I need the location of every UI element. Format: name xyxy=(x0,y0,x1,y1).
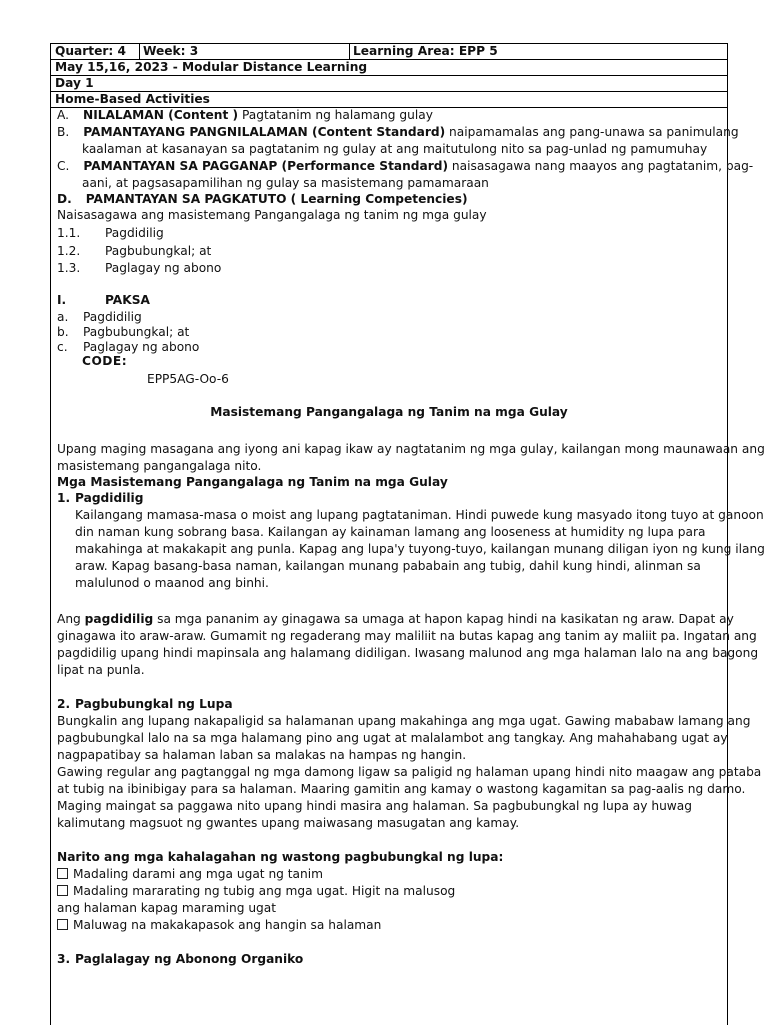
competency-item: 1.2. Pagbubungkal; at xyxy=(57,244,212,258)
date-cell: May 15,16, 2023 - Modular Distance Learning xyxy=(55,60,368,74)
paragraph-line: Maging maingat sa paggawa nito upang hindi masira ang halaman. Sa pagbubungkal ng lupa ay huwag xyxy=(57,799,692,813)
paragraph-line: lipat na punla. xyxy=(57,663,145,677)
intro-line: masistemang pangangalaga nito. xyxy=(57,459,262,473)
paragraph-line: nagpapatibay sa halaman laban sa malakas na hampas ng hangin. xyxy=(57,748,467,762)
lesson-title: Masistemang Pangangalaga ng Tanim na mga Gulay xyxy=(210,405,568,419)
objective-c: C. PAMANTAYAN SA PAGGANAP (Performance Standard) naisasagawa nang maayos ang pagtatanim, pag- xyxy=(57,159,754,173)
quarter-cell: Quarter: 4 xyxy=(55,44,126,58)
paragraph-line: kalimutang magsuot ng gwantes upang maiwasang masugatan ang kamay. xyxy=(57,816,520,830)
learning-area-cell: Learning Area: EPP 5 xyxy=(353,44,498,58)
checkbox-icon xyxy=(57,885,68,896)
paragraph-line: Ang pagdidilig sa mga pananim ay ginagawa sa umaga at hapon kapag hindi na kasikatan ng araw. Dapat ay xyxy=(57,612,734,626)
paragraph-line: Kailangang mamasa-masa o moist ang lupang pagtataniman. Hindi puwede kung masyado itong tuyo at ganoon xyxy=(75,508,764,522)
week-cell: Week: 3 xyxy=(143,44,199,58)
checkbox-icon xyxy=(57,919,68,930)
header-row-2 xyxy=(51,60,727,76)
section-cell: Home-Based Activities xyxy=(55,92,210,106)
lesson-page xyxy=(50,43,765,1025)
importance-heading: Narito ang mga kahalagahan ng wastong pagbubungkal ng lupa: xyxy=(57,850,504,864)
objective-b: B. PAMANTAYANG PANGNILALAMAN (Content Standard) naipamamalas ang pang-unawa sa panimulang xyxy=(57,125,739,139)
paragraph-line: makahinga at makakapit ang punla. Kapag ang lupa'y tuyong-tuyo, kailangan munang diligan iyon ng kung ilang xyxy=(75,542,765,556)
checklist-item: Madaling darami ang mga ugat ng tanim xyxy=(57,866,323,882)
paragraph-line: din naman kung sobrang basa. Kailangan ay kainaman lamang ang looseness at humidity ng lupa para xyxy=(75,525,706,539)
section-1-heading: 1. Pagdidilig xyxy=(57,491,144,505)
paksa-item: c. Paglagay ng abono xyxy=(57,340,200,354)
objective-c-cont: aani, at pagsasapamilihan ng gulay sa masistemang pamamaraan xyxy=(82,176,489,190)
objective-a: A. NILALAMAN (Content ) Pagtatanim ng halamang gulay xyxy=(57,108,433,122)
checklist-item: Maluwag na makakapasok ang hangin sa halaman xyxy=(57,917,381,933)
objective-b-cont: kaalaman at kasanayan sa pagtatanim ng gulay at ang maitutulong nito sa pag-unlad ng pamumuhay xyxy=(82,142,708,156)
objective-d: D. PAMANTAYAN SA PAGKATUTO ( Learning Competencies) xyxy=(57,192,468,206)
header-row-3 xyxy=(51,76,727,92)
competency-item: 1.3. Paglagay ng abono xyxy=(57,261,222,275)
paksa-heading: I. PAKSA xyxy=(57,293,150,307)
paragraph-line: ginagawa ito araw-araw. Gumamit ng regaderang may maliliit na butas kapag ang tanim ay maliit pa. Ingatan ang xyxy=(57,629,757,643)
paragraph-line: malulunod o maanod ang binhi. xyxy=(75,576,269,590)
header-row-1 xyxy=(51,44,727,60)
paragraph-line: Bungkalin ang lupang nakapaligid sa halamanan upang makahinga ang mga ugat. Gawing mababaw lamang ang xyxy=(57,714,751,728)
day-cell: Day 1 xyxy=(55,76,94,90)
paragraph-line: pagbubungkal lalo na sa mga halamang pino ang ugat at malalambot ang tangkay. Ang mahahabang ugat ay xyxy=(57,731,728,745)
paksa-item: b. Pagbubungkal; at xyxy=(57,325,190,339)
subheading: Mga Masistemang Pangangalaga ng Tanim na mga Gulay xyxy=(57,475,448,489)
competency-item: 1.1. Pagdidilig xyxy=(57,226,164,240)
paragraph-line: pagdidilig upang hindi mapinsala ang halamang didiligan. Iwasang malunod ang mga halaman lalo na ang bagong xyxy=(57,646,759,660)
section-3-heading: 3. Paglalagay ng Abonong Organiko xyxy=(57,952,304,966)
section-2-heading: 2. Pagbubungkal ng Lupa xyxy=(57,697,233,711)
checklist-item: Madaling mararating ng tubig ang mga ugat. Higit na malusog xyxy=(57,883,455,899)
intro-line: Upang maging masagana ang iyong ani kapag ikaw ay nagtatanim ng mga gulay, kailangan mong maunawaan ang xyxy=(57,442,765,456)
paksa-item: a. Pagdidilig xyxy=(57,310,142,324)
checklist-continuation: ang halaman kapag maraming ugat xyxy=(57,901,277,915)
objective-d-text: Naisasagawa ang masistemang Pangangalaga ng tanim ng mga gulay xyxy=(57,208,487,222)
paragraph-line: araw. Kapag basang-basa naman, kailangan munang pababain ang tubig, dahil kung hindi, alinman sa xyxy=(75,559,701,573)
paragraph-line: Gawing regular ang pagtanggal ng mga damong ligaw sa paligid ng halaman upang hindi nito maagaw ang pataba xyxy=(57,765,762,779)
paragraph-line: at tubig na ibinibigay para sa halaman. Maaring gamitin ang kamay o wastong kagamitan sa pag-aalis ng damo. xyxy=(57,782,746,796)
header-row-4 xyxy=(51,92,727,108)
checkbox-icon xyxy=(57,868,68,879)
code-value: EPP5AG-Oo-6 xyxy=(147,372,229,386)
code-label: CODE: xyxy=(82,354,128,368)
